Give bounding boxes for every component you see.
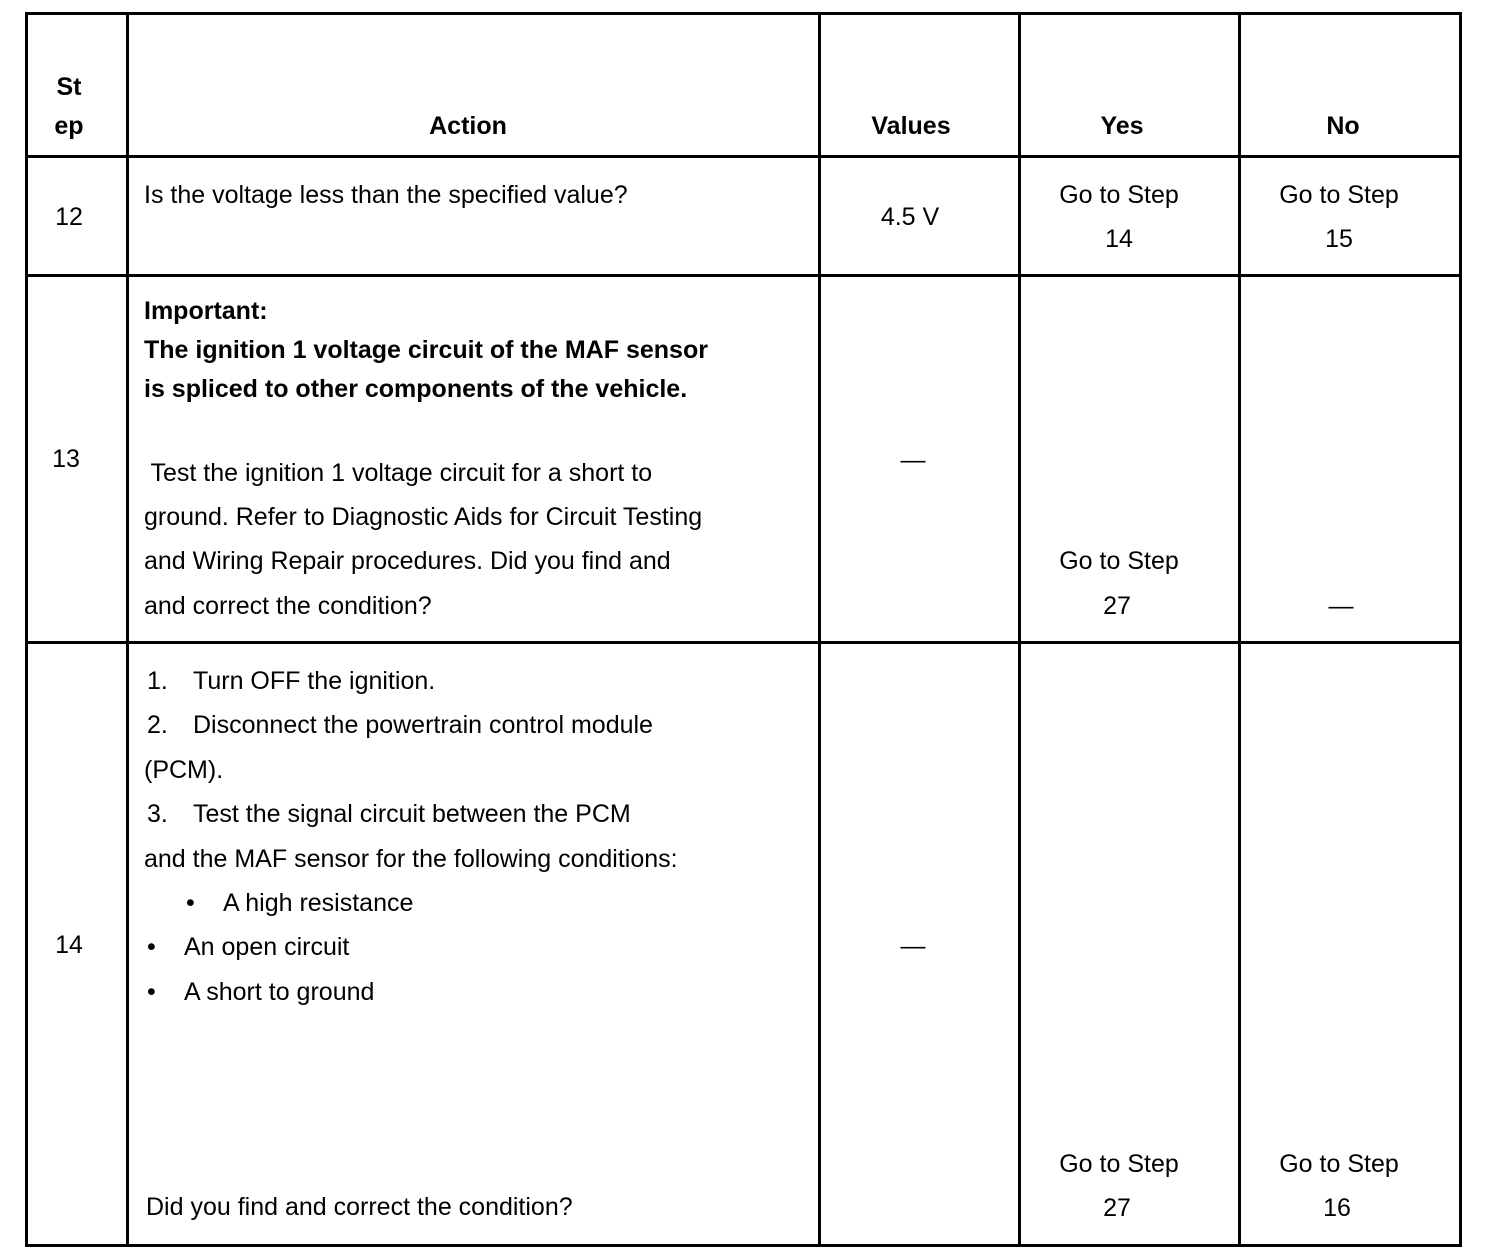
action-text: and correct the condition? xyxy=(144,592,432,620)
important-label: Important: xyxy=(144,297,268,325)
action-question: Did you find and correct the condition? xyxy=(146,1193,573,1221)
yes-goto-step: 14 xyxy=(1105,225,1133,253)
list-item: Turn OFF the ignition. xyxy=(193,667,436,695)
step-number: 13 xyxy=(52,445,80,473)
bullet-icon: • xyxy=(186,889,195,917)
bullet-icon: • xyxy=(147,978,156,1006)
column-divider xyxy=(1238,12,1241,1247)
yes-goto-label: Go to Step xyxy=(1059,181,1179,209)
no-dash: — xyxy=(1328,592,1354,620)
header-step-line1: St xyxy=(56,73,82,101)
bullet-item: A high resistance xyxy=(223,889,414,917)
list-item: Disconnect the powertrain control module xyxy=(193,711,653,739)
list-item-continuation: and the MAF sensor for the following conditions: xyxy=(144,845,678,873)
header-yes: Yes xyxy=(1100,112,1144,140)
column-divider xyxy=(1018,12,1021,1247)
action-text: ground. Refer to Diagnostic Aids for Circuit Testing xyxy=(144,503,703,531)
action-text: Is the voltage less than the specified value? xyxy=(144,181,628,209)
step-number: 12 xyxy=(55,203,83,231)
header-action: Action xyxy=(429,112,507,140)
yes-goto-step: 27 xyxy=(1103,1194,1131,1222)
action-text: and Wiring Repair procedures. Did you find and xyxy=(144,547,671,575)
header-step-line2: ep xyxy=(54,112,84,140)
header-values: Values xyxy=(871,112,951,140)
value-dash: — xyxy=(900,446,926,474)
important-note-line: The ignition 1 voltage circuit of the MAF sensor xyxy=(144,336,708,364)
header-no: No xyxy=(1326,112,1360,140)
bullet-item: A short to ground xyxy=(184,978,375,1006)
bullet-item: An open circuit xyxy=(184,933,350,961)
yes-goto-step: 27 xyxy=(1103,592,1131,620)
bullet-icon: • xyxy=(147,933,156,961)
action-text: Test the ignition 1 voltage circuit for a short to xyxy=(144,459,653,487)
no-goto-label: Go to Step xyxy=(1279,1150,1399,1178)
no-goto-step: 16 xyxy=(1323,1194,1351,1222)
value-cell: 4.5 V xyxy=(880,203,940,231)
value-dash: — xyxy=(900,932,926,960)
important-note-line: is spliced to other components of the vehicle. xyxy=(144,375,688,403)
list-item-number: 1. xyxy=(147,667,168,695)
yes-goto-label: Go to Step xyxy=(1059,547,1179,575)
list-item-number: 2. xyxy=(147,711,168,739)
row-divider xyxy=(25,155,1462,158)
no-goto-label: Go to Step xyxy=(1279,181,1399,209)
row-divider xyxy=(25,274,1462,277)
column-divider xyxy=(818,12,821,1247)
yes-goto-label: Go to Step xyxy=(1059,1150,1179,1178)
column-divider xyxy=(126,12,129,1247)
no-goto-step: 15 xyxy=(1325,225,1353,253)
list-item-number: 3. xyxy=(147,800,168,828)
list-item-continuation: (PCM). xyxy=(144,756,224,784)
step-number: 14 xyxy=(55,931,83,959)
list-item: Test the signal circuit between the PCM xyxy=(193,800,631,828)
row-divider xyxy=(25,641,1462,644)
